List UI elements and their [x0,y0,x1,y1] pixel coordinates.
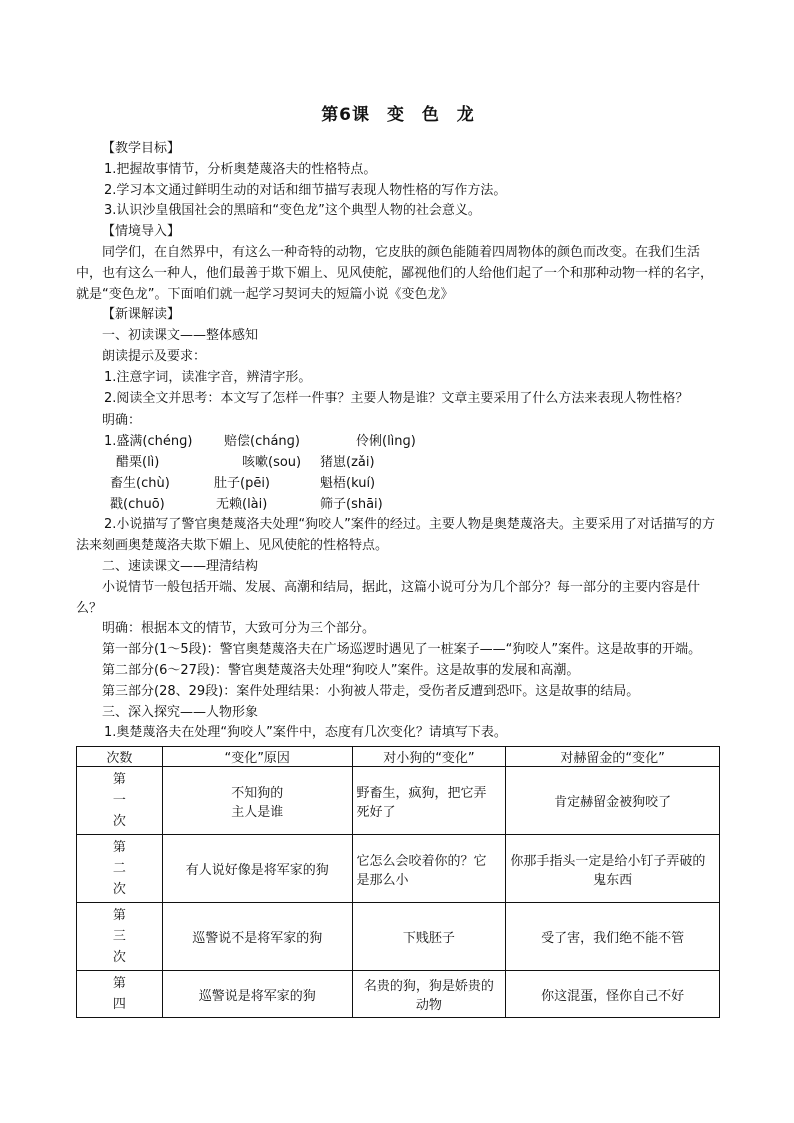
pron-item: 赔偿(chánɡ) [224,434,300,450]
dog-cell [352,971,506,1018]
tip-2: 2.阅读全文并思考：本文写了怎样一件事？主要人物是谁？文章主要采用了什么方法来表现人物性格？ [104,390,689,406]
ordinal-char: 次 [112,882,126,898]
row-ordinal [77,903,163,971]
reason-cell [162,767,352,835]
header-count: 次数 [77,747,163,767]
table-row [77,903,720,971]
khryukin-line: 受了害，我们绝不能不管 [541,931,685,947]
ordinal-char: 第 [112,772,126,788]
dog-line: 是那么小 [356,872,409,888]
intro-paragraph: 同学们，在自然界中，有这么一种奇特的动物，它皮肤的颜色能随着四周物体的颜色而改变。在我们生活中，也有这么一种人，他们最善于欺下媚上、见风使舵，鄙视他们的人给他们起了一个和那种动物一样的名字，就是“变色龙”。下面咱们就一起学习契诃夫的短篇小说《变色龙》 [76,244,714,302]
section-heading-intro: 【情境导入】 [102,224,181,240]
reason-cell [162,903,352,971]
reason-line: 巡警说不是将军家的狗 [192,931,323,947]
part-1: 第一部分(1～5段)：警官奥楚蔑洛夫在广场巡逻时遇见了一桩案子——“狗咬人”案件。这是故事的开端。 [102,642,702,658]
ordinal-char: 二 [112,861,126,877]
attitude-change-table [76,746,720,1018]
row-ordinal [77,767,163,835]
pron-item: 戳(chuō) [110,496,165,512]
pronunciation-row-4 [76,495,720,516]
reason-cell [162,971,352,1018]
clarify-label: 明确： [102,413,142,429]
tip-1: 1.注意字词，读准字音，辨清字形。 [104,369,312,385]
title-char-1: 变 [386,105,405,125]
pron-item: 猪崽(zǎi) [320,454,375,470]
dog-line: 名贵的狗，狗是娇贵的 [363,979,494,995]
header-khryukin-change: 对赫留金的“变化” [506,747,720,767]
pron-item: 无赖(lài) [216,496,268,512]
table-row [77,767,720,835]
pron-item: 1.盛满(chénɡ) [104,434,193,450]
khryukin-cell [506,971,720,1018]
reading-tips: 朗读提示及要求： [102,348,207,364]
pron-item: 畜生(chù) [110,475,170,491]
goal-item-1: 1.把握故事情节，分析奥楚蔑洛夫的性格特点。 [104,161,377,177]
khryukin-line: 你这混蛋，怪你自己不好 [541,988,685,1004]
khryukin-cell [506,835,720,903]
pron-item: 筛子(shāi) [320,496,383,512]
ordinal-char: 三 [112,929,126,945]
question-table: 1.奥楚蔑洛夫在处理“狗咬人”案件中，态度有几次变化？请填写下表。 [104,725,507,741]
reason-line: 不知狗的 [231,785,284,801]
pronunciation-row-1 [76,432,720,453]
reason-line: 有人说好像是将军家的狗 [185,863,329,879]
lesson-title [76,100,720,125]
dog-cell [352,903,506,971]
part-2: 第二部分(6～27段)：警官奥楚蔑洛夫处理“狗咬人”案件。这是故事的发展和高潮。 [102,662,580,678]
ordinal-char: 次 [112,814,126,830]
goal-item-3: 3.认识沙皇俄国社会的黑暗和“变色龙”这个典型人物的社会意义。 [104,203,481,219]
subsection-3-heading: 三、深入探究——人物形象 [102,704,259,720]
section-heading-new: 【新课解读】 [102,307,181,323]
structure-answer: 明确：根据本文的情节，大致可分为三个部分。 [102,621,376,637]
reason-line: 主人是谁 [231,804,284,820]
answer-2: 2.小说描写了警官奥楚蔑洛夫处理“狗咬人”案件的经过。主要人物是奥楚蔑洛夫。主要采用了对话描写的方法来刻画奥楚蔑洛夫欺下媚上、见风使舵的性格特点。 [76,517,715,554]
dog-line: 野畜生，疯狗，把它弄 [356,785,487,801]
pron-item: 伶俐(lìnɡ) [356,434,416,450]
ordinal-char: 第 [112,908,126,924]
dog-line: 它怎么会咬着你的？它 [356,853,487,869]
khryukin-line: 鬼东西 [593,872,633,888]
table-row [77,971,720,1018]
row-ordinal [77,971,163,1018]
dog-line: 下贱胚子 [402,931,455,947]
reason-line: 巡警说是将军家的狗 [198,988,316,1004]
title-lesson-number: 第6课 [321,105,371,125]
goal-item-2: 2.学习本文通过鲜明生动的对话和细节描写表现人物性格的写作方法。 [104,182,507,198]
subsection-2-heading: 二、速读课文——理清结构 [102,558,259,574]
dog-cell [352,767,506,835]
pron-item: 魁梧(kuí) [320,475,376,491]
ordinal-char: 第 [112,840,126,856]
dog-cell [352,835,506,903]
table-row [77,835,720,903]
dog-line: 死好了 [356,804,396,820]
khryukin-line: 肯定赫留金被狗咬了 [554,795,672,811]
pronunciation-row-3 [76,474,720,495]
ordinal-char: 次 [112,950,126,966]
reason-cell [162,835,352,903]
subsection-1-heading: 一、初读课文——整体感知 [102,328,259,344]
khryukin-line: 你那手指头一定是给小钉子弄破的 [510,853,706,869]
pronunciation-row-2 [76,453,720,474]
ordinal-char: 一 [112,793,126,809]
part-3: 第三部分(28、29段)：案件处理结果：小狗被人带走，受伤者反遭到恐吓。这是故事的结局。 [102,683,640,699]
khryukin-cell [506,903,720,971]
title-char-2: 色 [421,105,440,125]
document-page [76,100,720,1018]
ordinal-char: 第 [112,976,126,992]
row-ordinal [77,835,163,903]
header-reason: “变化”原因 [162,747,352,767]
ordinal-char: 四 [112,997,126,1013]
question-structure: 小说情节一般包括开端、发展、高潮和结局，据此，这篇小说可分为几个部分？每一部分的主要内容是什么？ [76,579,701,616]
section-heading-goals: 【教学目标】 [102,141,181,156]
header-dog-change: 对小狗的“变化” [352,747,506,767]
pron-item: 肚子(pēi) [214,475,271,491]
pron-item: 醋栗(lì) [116,454,160,470]
title-char-3: 龙 [456,105,475,125]
table-header-row [77,747,720,767]
pron-item: 咳嗽(sou) [242,454,302,470]
dog-line: 动物 [415,998,442,1014]
khryukin-cell [506,767,720,835]
